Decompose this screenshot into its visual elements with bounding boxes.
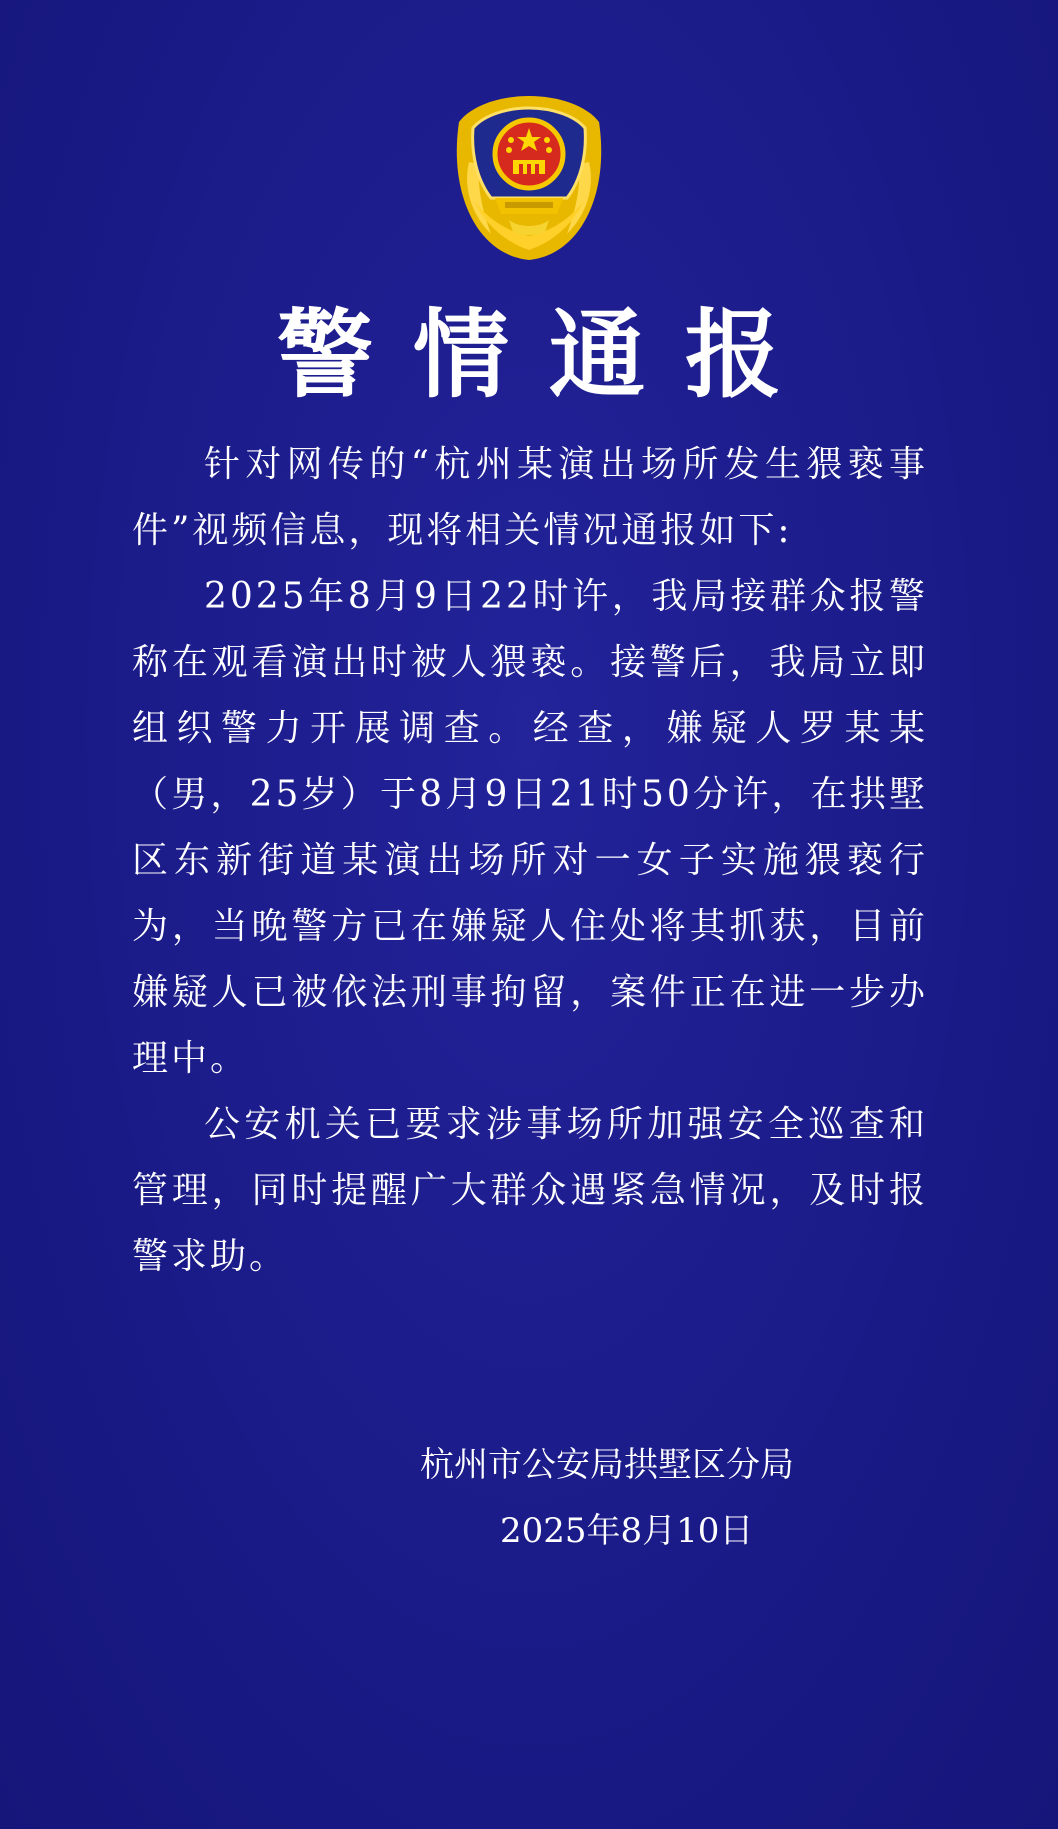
signature-organization: 杭州市公安局拱墅区分局 (420, 1445, 794, 1485)
signature-date: 2025年8月10日 (500, 1511, 754, 1551)
police-emblem-icon (449, 92, 609, 262)
notice-paragraph: 公安机关已要求涉事场所加强安全巡查和管理，同时提醒广大群众遇紧急情况，及时报警求助。 (132, 1104, 928, 1277)
notice-body (132, 432, 928, 1290)
notice-paragraph: 2025年8月9日22时许，我局接群众报警称在观看演出时被人猥亵。接警后，我局立即组织警力开展调查。经查，嫌疑人罗某某（男，25岁）于8月9日21时50分许，在拱墅区东新街道某演出场所对一女子实施猥亵行为，当晚警方已在嫌疑人住处将其抓获，目前嫌疑人已被依法刑事拘留，案件正在进一步办理中。 (132, 576, 928, 1079)
notice-paragraph: 针对网传的“杭州某演出场所发生猥亵事件”视频信息，现将相关情况通报如下: (132, 444, 928, 551)
notice-title: 警情通报 (277, 299, 821, 411)
